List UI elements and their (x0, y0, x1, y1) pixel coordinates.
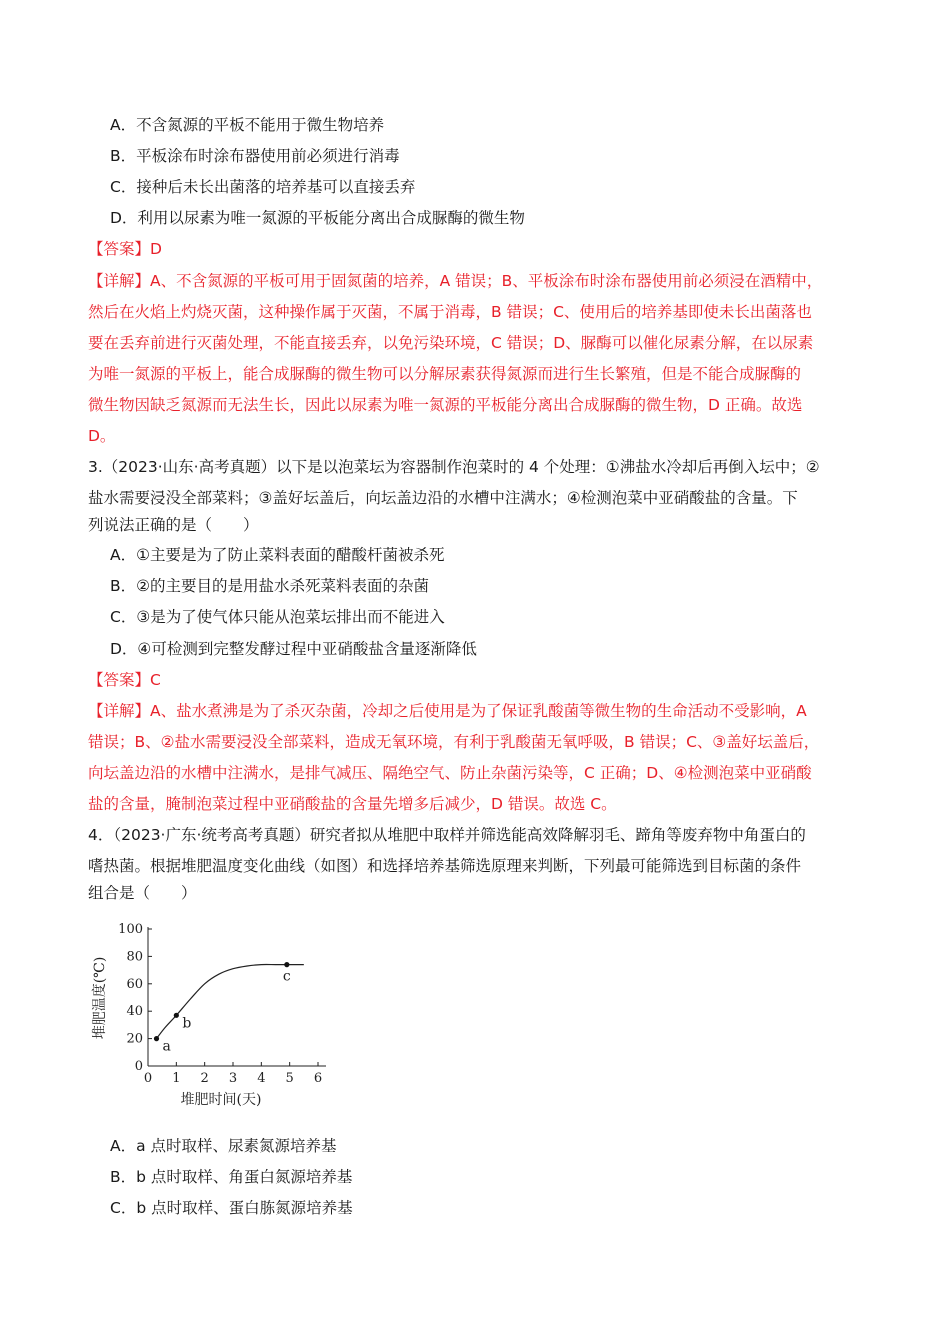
chart-point-label: a (162, 1038, 171, 1055)
q4-stem-line: 组合是（ ） (88, 884, 197, 902)
chart-x-tick-label: 5 (285, 1071, 294, 1086)
q3-stem-line: 3.（2023·山东·高考真题）以下是以泡菜坛为容器制作泡菜时的 4 个处理：①沸盐水冷却后再倒入坛中；② (88, 458, 820, 476)
q3-option-d: D．④可检测到完整发酵过程中亚硝酸盐含量逐渐降低 (110, 640, 477, 658)
q3-option-b: B．②的主要目的是用盐水杀死菜料表面的杂菌 (110, 577, 430, 595)
q3-option-a: A．①主要是为了防止菜料表面的醋酸杆菌被杀死 (110, 546, 445, 564)
q2-analysis-line: 为唯一氮源的平板上，能合成脲酶的微生物可以分解尿素获得氮源而进行生长繁殖，但是不能合成脲酶的 (88, 365, 802, 383)
q3-answer: 【答案】C (88, 671, 161, 689)
q2-analysis-line: 【详解】A、不含氮源的平板可用于固氮菌的培养，A 错误；B、平板涂布时涂布器使用前必须浸在酒精中， (88, 272, 823, 290)
chart-y-tick-label: 40 (126, 1004, 143, 1020)
q3-analysis-line: 向坛盖边沿的水槽中注满水，是排气减压、隔绝空气、防止杂菌污染等，C 正确；D、④检测泡菜中亚硝酸 (88, 764, 812, 782)
q2-option-a: A．不含氮源的平板不能用于微生物培养 (110, 116, 385, 134)
q3-analysis-line: 盐的含量，腌制泡菜过程中亚硝酸盐的含量先增多后减少，D 错误。故选 C。 (88, 795, 617, 813)
chart-x-tick-label: 2 (200, 1071, 209, 1086)
chart-x-tick-label: 3 (228, 1071, 238, 1086)
chart-point-b (174, 1013, 179, 1018)
q2-option-c: C．接种后未长出菌落的培养基可以直接丢弃 (110, 178, 416, 196)
chart-y-tick-label: 100 (118, 922, 143, 937)
q2-analysis-line: 然后在火焰上灼烧灭菌，这种操作属于灭菌，不属于消毒，B 错误；C、使用后的培养基即使未长出菌落也 (88, 303, 812, 321)
q4-option-c: C．b 点时取样、蛋白胨氮源培养基 (110, 1199, 353, 1217)
q4-stem-line: 嗜热菌。根据堆肥温度变化曲线（如图）和选择培养基筛选原理来判断，下列最可能筛选到目标菌的条件 (88, 857, 802, 875)
q3-analysis-line: 【详解】A、盐水煮沸是为了杀灭杂菌，冷却之后使用是为了保证乳酸菌等微生物的生命活动不受影响，A (88, 702, 807, 720)
q2-option-b: B．平板涂布时涂布器使用前必须进行消毒 (110, 147, 400, 165)
chart-y-tick-label: 20 (126, 1031, 143, 1047)
chart-x-axis-label: 堆肥时间(天) (180, 1092, 262, 1108)
q2-analysis-line: D。 (88, 427, 116, 445)
chart-x-tick-label: 4 (257, 1071, 266, 1086)
q4-option-b: B．b 点时取样、角蛋白氮源培养基 (110, 1168, 353, 1186)
q2-analysis-line: 微生物因缺乏氮源而无法生长，因此以尿素为唯一氮源的平板能分离出合成脲酶的微生物，D 正确。故选 (88, 396, 803, 414)
chart-x-tick-label: 1 (172, 1071, 181, 1086)
chart-y-tick-label: 0 (134, 1059, 143, 1074)
q4-option-a: A．a 点时取样、尿素氮源培养基 (110, 1137, 337, 1155)
chart-point-label: b (182, 1015, 192, 1032)
chart-point-c (284, 962, 289, 967)
q2-answer: 【答案】D (88, 240, 162, 258)
chart-x-tick-label: 6 (313, 1071, 323, 1086)
q3-stem-line: 盐水需要浸没全部菜料；③盖好坛盖后，向坛盖边沿的水槽中注满水；④检测泡菜中亚硝酸盐的含量。下 (88, 489, 798, 507)
chart-point-a (154, 1036, 159, 1041)
q3-option-c: C．③是为了使气体只能从泡菜坛排出而不能进入 (110, 608, 445, 626)
chart-y-tick-label: 80 (126, 949, 143, 965)
chart-point-label: c (282, 968, 291, 985)
q4-stem-line: 4．（2023·广东·统考高考真题）研究者拟从堆肥中取样并筛选能高效降解羽毛、蹄角等废弃物中角蛋白的 (88, 826, 806, 844)
chart-series-line (157, 965, 304, 1039)
q2-analysis-line: 要在丢弃前进行灭菌处理，不能直接丢弃，以免污染环境，C 错误；D、脲酶可以催化尿素分解，在以尿素 (88, 334, 814, 352)
chart-y-axis-label: 堆肥温度(℃) (92, 956, 108, 1040)
chart-x-tick-label: 0 (143, 1071, 153, 1086)
q2-option-d: D．利用以尿素为唯一氮源的平板能分离出合成脲酶的微生物 (110, 209, 525, 227)
compost-temperature-chart (88, 918, 348, 1114)
q3-stem-line: 列说法正确的是（ ） (88, 516, 259, 534)
q3-analysis-line: 错误；B、②盐水需要浸没全部菜料，造成无氧环境，有利于乳酸菌无氧呼吸，B 错误；C、③盖好坛盖后， (88, 733, 820, 751)
chart-y-tick-label: 60 (126, 976, 143, 992)
